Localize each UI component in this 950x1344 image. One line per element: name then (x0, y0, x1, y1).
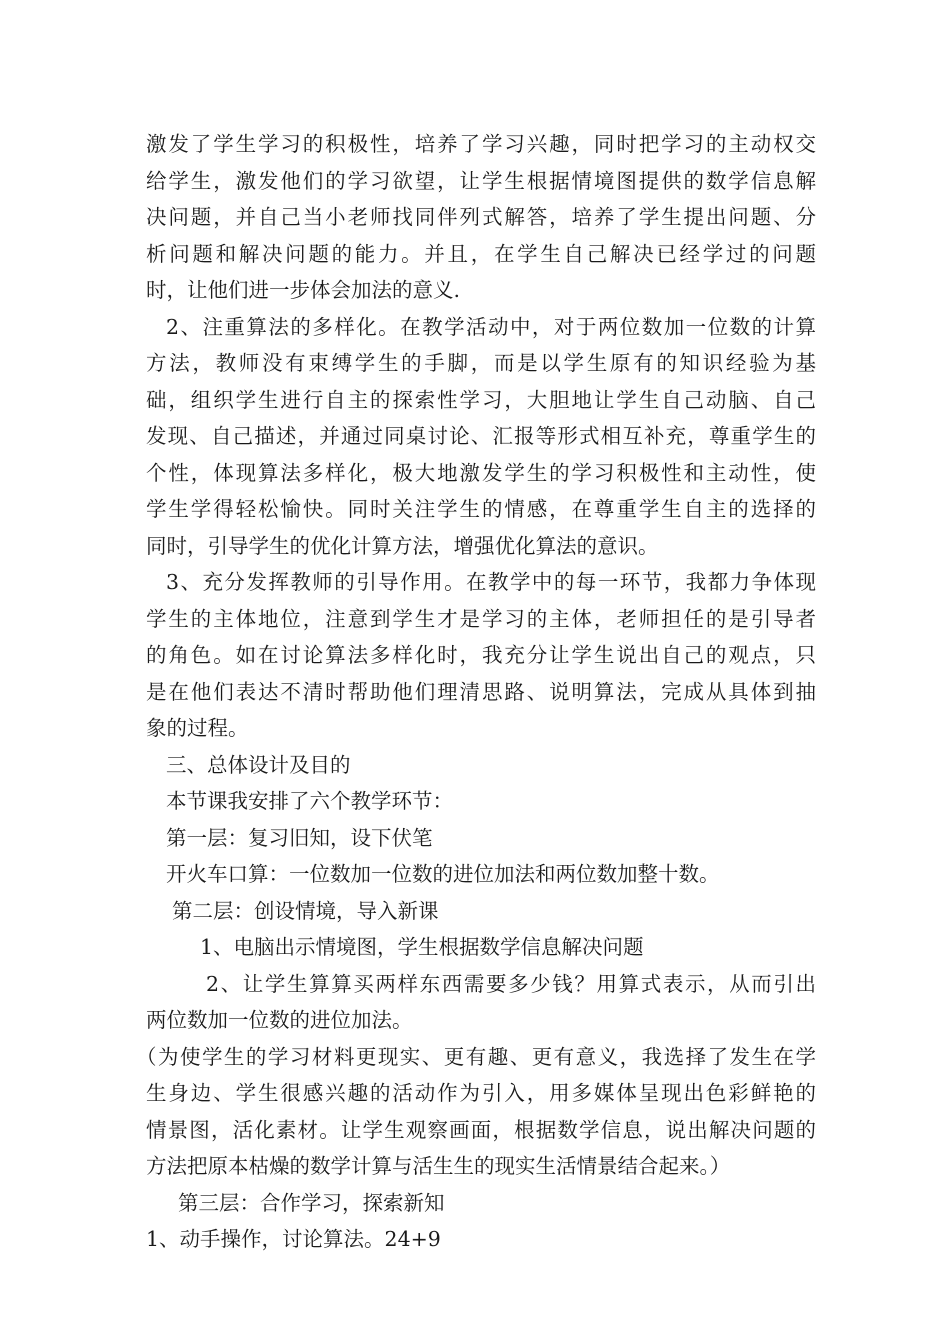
paragraph-line: 给学生，激发他们的学习欲望，让学生根据情境图提供的数学信息解 (146, 168, 816, 193)
paragraph-line: 本节课我安排了六个教学环节： (166, 789, 453, 813)
paragraph-line: 析问题和解决问题的能力。并且，在学生自己解决已经学过的问题 (146, 241, 816, 266)
paragraph-line: 个性，体现算法多样化，极大地激发学生的学习积极性和主动性，使 (146, 460, 816, 485)
list-item-heading: 2、注重算法的多样化。在教学活动中，对于两位数加一位数的计算 (166, 314, 816, 339)
paragraph-line: 决问题，并自己当小老师找同伴列式解答，培养了学生提出问题、分 (146, 205, 816, 229)
document-body (136, 126, 816, 1258)
paragraph-line: 象的过程。 (146, 716, 249, 740)
list-item-heading: 3、充分发挥教师的引导作用。在教学中的每一环节，我都力争体现 (166, 570, 816, 594)
step-heading: 第二层：创设情境，导入新课 (172, 898, 439, 923)
list-item: 2、让学生算算买两样东西需要多少钱？用算式表示，从而引出 (206, 971, 816, 996)
list-item: 1、电脑出示情境图，学生根据数学信息解决问题 (200, 935, 644, 959)
paragraph-line: 同时，引导学生的优化计算方法，增强优化算法的意识。 (146, 533, 659, 558)
paragraph-line: 础，组织学生进行自主的探索性学习，大胆地让学生自己动脑、自己 (146, 387, 816, 412)
paragraph-line: 方法，教师没有束缚学生的手脚，而是以学生原有的知识经验为基 (146, 351, 816, 375)
paragraph-line: 时，让他们进一步体会加法的意义. (146, 278, 461, 302)
step-heading: 第一层：复习旧知，设下伏笔 (166, 825, 433, 850)
paragraph-line: 生身边、学生很感兴趣的活动作为引入，用多媒体呈现出色彩鲜艳的 (146, 1081, 816, 1105)
section-heading: 三、总体设计及目的 (166, 752, 351, 777)
paragraph-line: 开火车口算：一位数加一位数的进位加法和两位数加整十数。 (166, 862, 720, 886)
paragraph-line: 的角色。如在讨论算法多样化时，我充分让学生说出自己的观点，只 (146, 643, 816, 667)
step-heading: 第三层：合作学习，探索新知 (178, 1190, 445, 1215)
paragraph-line: 发现、自己描述，并通过同桌讨论、汇报等形式相互补充，尊重学生的 (146, 424, 816, 448)
paragraph-line: 学生学得轻松愉快。同时关注学生的情感，在尊重学生自主的选择的 (146, 497, 816, 521)
list-item: 1、动手操作，讨论算法。24+9 (146, 1227, 441, 1251)
paragraph-line: （为使学生的学习材料更现实、更有趣、更有意义，我选择了发生在学 (136, 1044, 816, 1069)
paragraph-line: 两位数加一位数的进位加法。 (146, 1008, 413, 1032)
paragraph-line: 是在他们表达不清时帮助他们理清思路、说明算法，完成从具体到抽 (146, 679, 816, 704)
paragraph-line: 学生的主体地位，注意到学生才是学习的主体，老师担任的是引导者 (146, 606, 816, 631)
paragraph-line: 情景图，活化素材。让学生观察画面，根据数学信息，说出解决问题的 (146, 1117, 816, 1142)
paragraph-line: 方法把原本枯燥的数学计算与活生生的现实生活情景结合起来。） (146, 1154, 731, 1178)
paragraph-line: 激发了学生学习的积极性，培养了学习兴趣，同时把学习的主动权交 (146, 132, 816, 156)
